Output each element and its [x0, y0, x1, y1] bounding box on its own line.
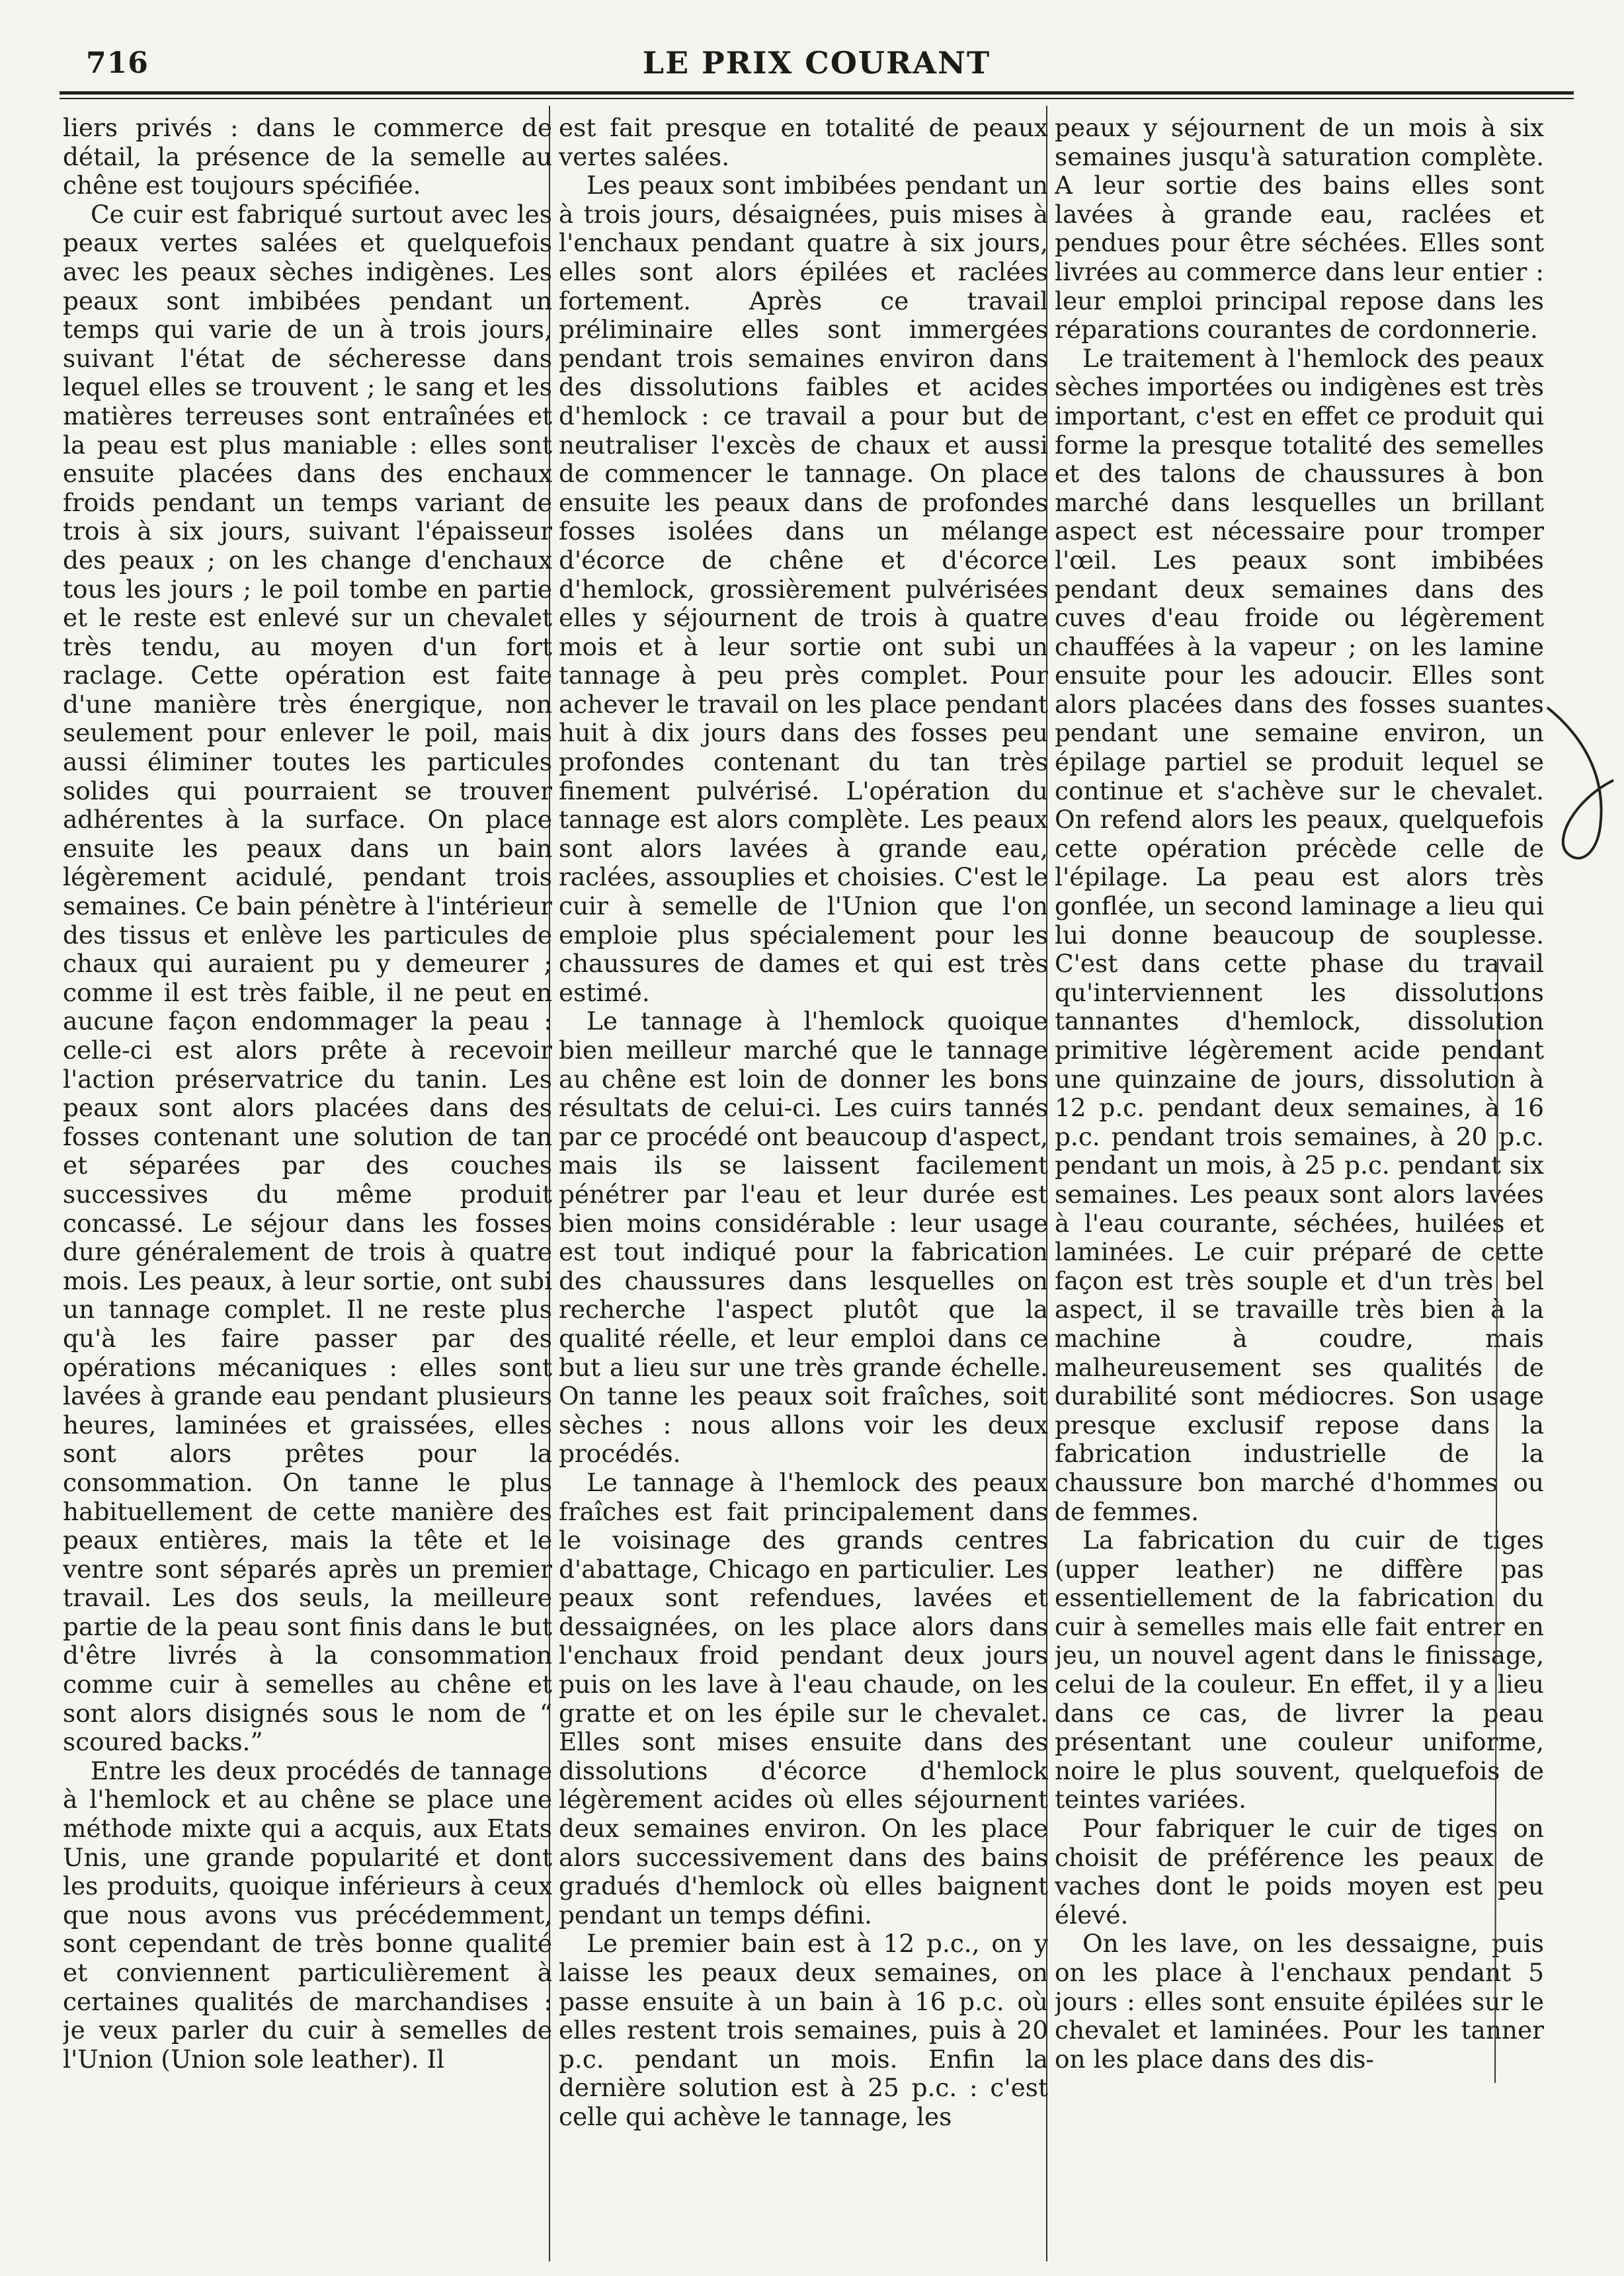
text-column-1 — [63, 114, 552, 2250]
paragraph: Le tannage à l'hemlock des peaux fraîches est fait principalement dans le voisinage des grands centres d'abattage, Chicago en particulier. Les peaux sont refendues, lavées et dessaignées, on les place alors dans l'enchaux froid pendant deux jours puis on les lave à l'eau chaude, on les gratte et on les épile sur le chevalet. Elles sont mises ensuite dans des dissolutions d'écorce d'hemlock légèrement acides où elles séjournent deux semaines environ. On les place alors successivement dans des bains gradués d'hemlock où elles baignent pendant un temps défini. — [559, 1467, 1048, 1930]
paragraph: Le traitement à l'hemlock des peaux sèches importées ou indigènes est très important, c'est en effet ce produit qui forme la presque totalité des semelles et des talons de chaussures à bon marché dans lesquelles un brillant aspect est nécessaire pour tromper l'œil. Les peaux sont imbibées pendant deux semaines dans des cuves d'eau froide ou légèrement chauffées à la vapeur ; on les lamine ensuite pour les adoucir. Elles sont alors placées dans des fosses suantes pendant une semaine environ, un épilage partiel se produit lequel se continue et s'achève sur le chevalet. On refend alors les peaux, quelquefois cette opération précède celle de l'épilage. La peau est alors très gonflée, un second laminage a lieu qui lui donne beaucoup de souplesse. C'est dans cette phase du travail qu'interviennent les dissolutions tannantes d'hemlock, dissolution primitive légèrement acide pendant une quinzaine de jours, dissolution à 12 p.c. pendant deux semaines, à 16 p.c. pendant trois semaines, à 20 p.c. pendant un mois, à 25 p.c. pendant six semaines. Les peaux sont alors lavées à l'eau courante, séchées, huilées et laminées. Le cuir préparé de cette façon est très souple et d'un très bel aspect, il se travaille très bien à la machine à coudre, mais malheureusement ses qualités de durabilité sont médiocres. Son usage presque exclusif repose dans la fabrication industrielle de la chaussure bon marché d'hommes ou de femmes. — [1055, 343, 1544, 1526]
paragraph: Ce cuir est fabriqué surtout avec les peaux vertes salées et quelquefois avec les peaux sèches indigènes. Les peaux sont imbibées pendant un temps qui varie de un à trois jours, suivant l'état de sécheresse dans lequel elles se trouvent ; le sang et les matières terreuses sont entraînées et la peau est plus maniable : elles sont ensuite placées dans des enchaux froids pendant un temps variant de trois à six jours, suivant l'épaisseur des peaux ; on les change d'enchaux tous les jours ; le poil tombe en partie et le reste est enlevé sur un chevalet très tendu, au moyen d'un fort raclage. Cette opération est faite d'une manière très énergique, non seulement pour enlever le poil, mais aussi éliminer toutes les particules solides qui pourraient se trouver adhérentes à la surface. On place ensuite les peaux dans un bain légèrement acidulé, pendant trois semaines. Ce bain pénètre à l'intérieur des tissus et enlève les particules de chaux qui auraient pu y demeurer ; comme il est très faible, il ne peut en aucune façon endommager la peau : celle-ci est alors prête à recevoir l'action préservatrice du tanin. Les peaux sont alors placées dans des fosses contenant une solution de tan et séparées par des couches successives du même produit concassé. Le séjour dans les fosses dure généralement de trois à quatre mois. Les peaux, à leur sortie, ont subi un tannage complet. Il ne reste plus qu'à les faire passer par des opérations mécaniques : elles sont lavées à grande eau pendant plusieurs heures, laminées et graissées, elles sont alors prêtes pour la consommation. On tanne le plus habituellement de cette manière des peaux entières, mais la tête et le ventre sont séparés après un premier travail. Les dos seuls, la meilleure partie de la peau sont finis dans le but d'être livrés à la consommation comme cuir à semelles au chêne et sont alors disignés sous le nom de “ scoured backs.” — [63, 199, 552, 1757]
page-number: 716 — [86, 46, 149, 80]
page-header — [60, 41, 1574, 87]
paragraph: La fabrication du cuir de tiges (upper leather) ne diffère pas essentiellement de la fabrication du cuir à semelles mais elle fait entrer en jeu, un nouvel agent dans le finissage, celui de la couleur. En effet, il y a lieu dans ce cas, de livrer la peau présentant une couleur uniforme, noire le plus souvent, quelquefois de teintes variées. — [1055, 1525, 1544, 1814]
running-title: LE PRIX COURANT — [642, 45, 991, 81]
paragraph: Pour fabriquer le cuir de tiges on choisit de préférence les peaux de vaches dont le poids moyen est peu élevé. — [1055, 1814, 1544, 1930]
header-rule-thick — [60, 91, 1574, 95]
paragraph: Le tannage à l'hemlock quoique bien meilleur marché que le tannage au chêne est loin de donner les bons résultats de celui-ci. Les cuirs tannés par ce procédé ont beaucoup d'aspect, mais ils se laissent facilement pénétrer par l'eau et leur durée est bien moins considérable : leur usage est tout indiqué pour la fabrication des chaussures dans lesquelles on recherche l'aspect plutôt que la qualité réelle, et leur emploi dans ce but a lieu sur une très grande échelle. On tanne les peaux soit fraîches, soit sèches : nous allons voir les deux procédés. — [559, 1006, 1048, 1469]
header-rule-thin — [60, 98, 1574, 99]
handwritten-margin-mark — [1541, 694, 1620, 893]
paragraph: est fait presque en totalité de peaux vertes salées. — [559, 114, 1048, 171]
paragraph: liers privés : dans le commerce de détail, la présence de la semelle au chêne est toujours spécifiée. — [63, 114, 552, 200]
paragraph: Le premier bain est à 12 p.c., on y laisse les peaux deux semaines, on passe ensuite à un bain à 16 p.c. où elles restent trois semaines, puis à 20 p.c. pendant un mois. Enfin la dernière solution est à 25 p.c. : c'est celle qui achève le tannage, les — [559, 1929, 1048, 2131]
handwritten-margin-line — [1494, 959, 1498, 2083]
paragraph: Entre les deux procédés de tannage à l'hemlock et au chêne se place une méthode mixte qui a acquis, aux Etats Unis, une grande popularité et dont les produits, quoique inférieurs à ceux que nous avons vus précédemment, sont cependant de très bonne qualité et conviennent particulièrement à certaines qualités de marchandises : je veux parler du cuir à semelles de l'Union (Union sole leather). Il — [63, 1756, 552, 2074]
paragraph: peaux y séjournent de un mois à six semaines jusqu'à saturation complète. A leur sortie des bains elles sont lavées à grande eau, raclées et pendues pour être séchées. Elles sont livrées au commerce dans leur entier : leur emploi principal repose dans les réparations courantes de cordonnerie. — [1055, 114, 1544, 345]
paragraph: Les peaux sont imbibées pendant un à trois jours, désaignées, puis mises à l'enchaux pendant quatre à six jours, elles sont alors épilées et raclées fortement. Après ce travail préliminaire elles sont immergées pendant trois semaines environ dans des dissolutions faibles et acides d'hemlock : ce travail a pour but de neutraliser l'excès de chaux et aussi de commencer le tannage. On place ensuite les peaux dans de profondes fosses isolées dans un mélange d'écorce de chêne et d'écorce d'hemlock, grossièrement pulvérisées elles y séjournent de trois à quatre mois et à leur sortie ont subi un tannage à peu près complet. Pour achever le travail on les place pendant huit à dix jours dans des fosses peu profondes contenant du tan très finement pulvérisé. L'opération du tannage est alors complète. Les peaux sont alors lavées à grande eau, raclées, assouplies et choisies. C'est le cuir à semelle de l'Union que l'on emploie plus spécialement pour les chaussures de dames et qui est très estimé. — [559, 171, 1048, 1007]
paragraph: On les lave, on les dessaigne, puis on les place à l'enchaux pendant 5 jours : elles sont ensuite épilées sur le chevalet et laminées. Pour les tanner on les place dans des dis- — [1055, 1929, 1544, 2074]
text-column-3 — [1055, 114, 1544, 2250]
text-column-2 — [559, 114, 1048, 2250]
